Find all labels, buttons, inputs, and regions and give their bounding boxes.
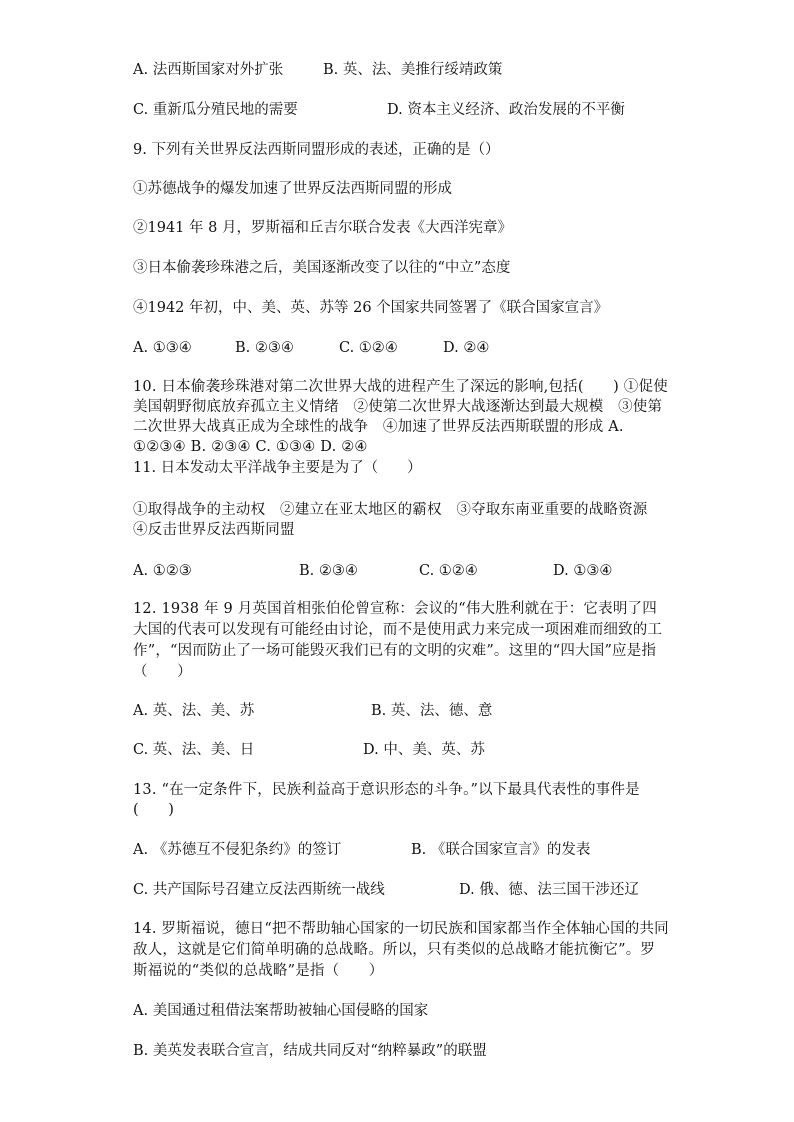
q11-option-c: C. ①②④ — [419, 563, 478, 579]
q9-option-c: C. ①②④ — [339, 340, 398, 356]
q9-statement-3: ③日本偷袭珍珠港之后，美国逐渐改变了以往的“中立”态度 — [133, 260, 511, 276]
q14-option-b: B. 美英发表联合宣言，结成共同反对“纳粹暴政”的联盟 — [133, 1043, 487, 1059]
q13-option-b: B. 《联合国家宣言》的发表 — [411, 842, 591, 858]
q14-stem: 14. 罗斯福说，德日“把不帮助轴心国家的一切民族和国家都当作全体轴心国的共同敌人，这就是它们简单明确的总战略。所以，只有类似的总战略才能抗衡它”。罗斯福说的“类似的总战略”是指（ ） — [133, 921, 669, 979]
q13-option-a: A. 《苏德互不侵犯条约》的签订 — [133, 842, 342, 858]
q9-options — [133, 338, 490, 358]
q8-option-b: B. 英、法、美推行绥靖政策 — [323, 62, 503, 78]
q9-stem: 9. 下列有关世界反法西斯同盟形成的表述，正确的是（） — [133, 142, 500, 158]
q12-options-row1 — [133, 701, 493, 721]
q8-options-row2 — [133, 100, 625, 120]
q13-stem: 13. “在一定条件下，民族利益高于意识形态的斗争。”以下最具代表性的事件是( ) — [133, 782, 640, 818]
q12-stem: 12. 1938 年 9 月英国首相张伯伦曾宣称：会议的“伟大胜利就在于：它表明了四大国的代表可以发现有可能经由讨论，而不是使用武力来完成一项困难而细致的工作”，“因而防止了一场可能毁灭我们已有的文明的灾难”。这里的“四大国”应是指（ ） — [133, 601, 663, 680]
q13-option-d: D. 俄、德、法三国干涉还辽 — [459, 882, 639, 898]
q8-option-c: C. 重新瓜分殖民地的需要 — [133, 102, 298, 118]
q8-option-d: D. 资本主义经济、政治发展的不平衡 — [387, 102, 625, 118]
q12-option-b: B. 英、法、德、意 — [371, 703, 493, 719]
q14-option-a: A. 美国通过租借法案帮助被轴心国侵略的国家 — [133, 1003, 429, 1019]
q9-option-b: B. ②③④ — [235, 340, 294, 356]
q12-options-row2 — [133, 740, 485, 760]
q9-option-d: D. ②④ — [443, 340, 490, 356]
q9-option-a: A. ①③④ — [133, 340, 192, 356]
q9-statement-4: ④1942 年初，中、美、英、苏等 26 个国家共同签署了《联合国家宣言》 — [133, 300, 609, 316]
q11-option-a: A. ①②③ — [133, 563, 192, 579]
q9-statement-2: ②1941 年 8 月，罗斯福和丘吉尔联合发表《大西洋宪章》 — [133, 220, 512, 236]
q8-option-a: A. 法西斯国家对外扩张 — [133, 62, 284, 78]
q8-options-row1 — [133, 60, 503, 80]
q11-items: ①取得战争的主动权 ②建立在亚太地区的霸权 ③夺取东南亚重要的战略资源 ④反击世界反法西斯同盟 — [133, 502, 663, 538]
q13-options-row1 — [133, 840, 591, 860]
q11-option-b: B. ②③④ — [299, 563, 358, 579]
q12-option-a: A. 英、法、美、苏 — [133, 703, 255, 719]
q11-options — [133, 561, 613, 581]
q11-stem: 11. 日本发动太平洋战争主要是为了（ ） — [133, 460, 422, 476]
q12-option-d: D. 中、美、英、苏 — [363, 742, 485, 758]
q9-statement-1: ①苏德战争的爆发加速了世界反法西斯同盟的形成 — [133, 181, 452, 197]
q13-option-c: C. 共产国际号召建立反法西斯统一战线 — [133, 882, 385, 898]
q12-option-c: C. 英、法、美、日 — [133, 742, 255, 758]
q11-option-d: D. ①③④ — [553, 563, 613, 579]
q13-options-row2 — [133, 880, 639, 900]
q10-text: 10. 日本偷袭珍珠港对第二次世界大战的进程产生了深远的影响,包括( ) ①促使美国朝野彻底放弃孤立主义情绪 ②使第二次世界大战逐渐达到最大规模 ③使第二次世界大战真正成为全球性的战争 ④加速了世界反法西斯联盟的形成 A. ①②③④ B. ②③④ C. ①③④ D. ②④ — [133, 379, 668, 455]
